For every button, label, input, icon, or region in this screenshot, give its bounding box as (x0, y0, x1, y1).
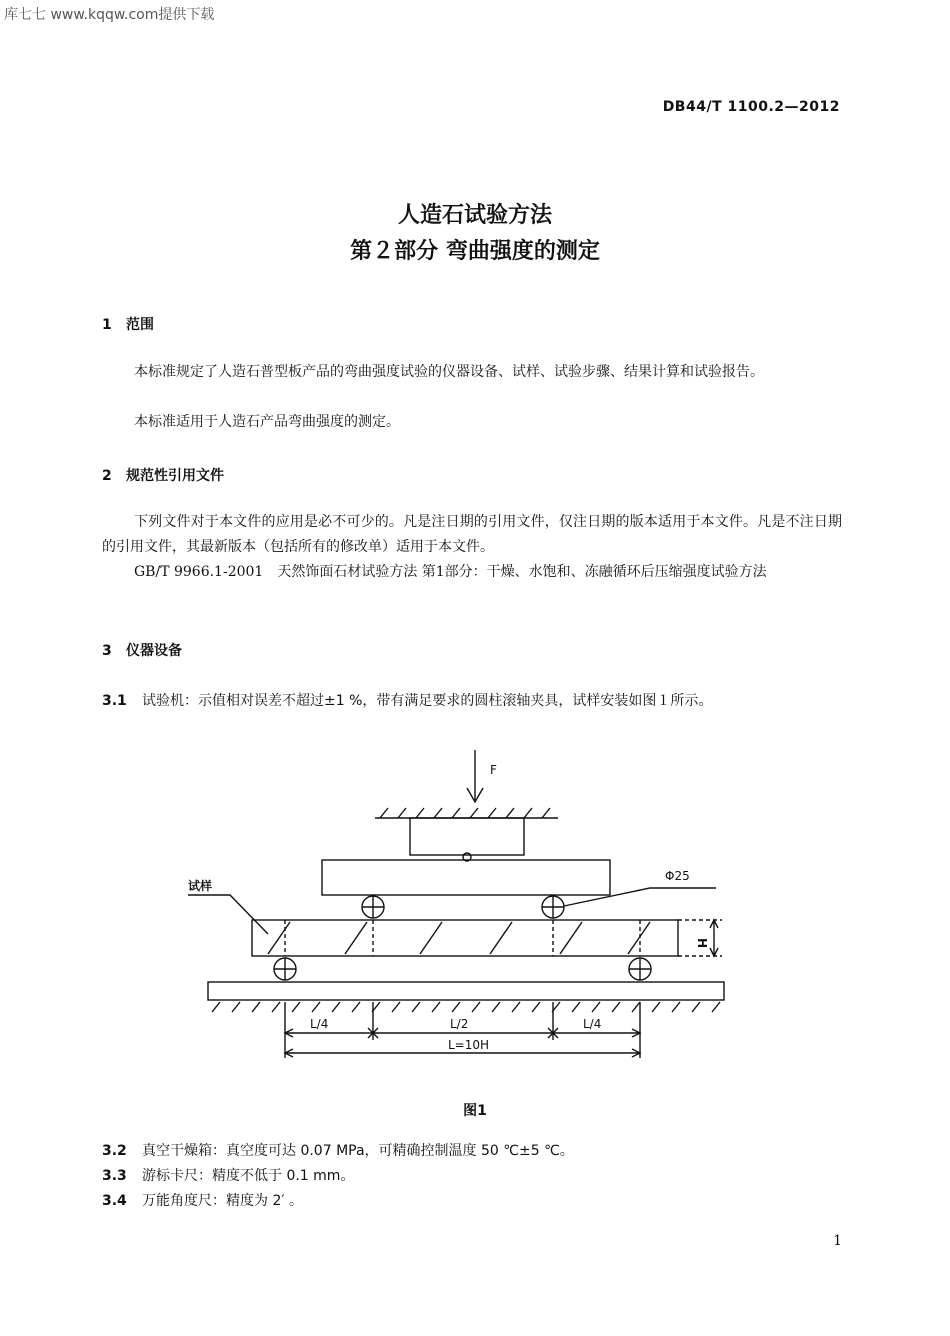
clause-text: 真空干燥箱：真空度可达 0.07 MPa，可精确控制温度 50 ℃±5 ℃。 (142, 1143, 574, 1159)
lower-roller-left (274, 958, 296, 980)
clause-3-1 (102, 690, 712, 710)
specimen-leader (188, 895, 268, 934)
section-number: 1 (102, 317, 112, 333)
clause-3-2 (102, 1140, 574, 1160)
clause-3-4 (102, 1190, 303, 1210)
top-hatching (380, 808, 550, 818)
page-number: 1 (833, 1233, 842, 1249)
force-label: F (490, 763, 497, 777)
section-number: 2 (102, 468, 112, 484)
total-span-label: L=10H (448, 1038, 490, 1052)
standard-number: DB44/T 1100.2—2012 (662, 99, 840, 115)
clause-text: 万能角度尺：精度为 2′ 。 (142, 1193, 303, 1209)
paragraph: 本标准适用于人造石产品弯曲强度的测定。 (134, 414, 400, 430)
specimen-hatching (268, 922, 650, 954)
half-span-label: L/2 (450, 1017, 469, 1031)
figure-caption: 图1 (463, 1103, 487, 1119)
document-title: 人造石试验方法 (397, 203, 552, 228)
clause-number: 3.4 (102, 1193, 127, 1209)
phi-leader (564, 888, 716, 906)
section-title: 仪器设备 (126, 643, 182, 659)
paragraph: 下列文件对于本文件的应用是必不可少的。凡是注日期的引用文件，仅注日期的版本适用于本文件。凡是不注日期的引用文件，其最新版本（包括所有的修改单）适用于本文件。 (102, 514, 842, 555)
support-centerlines (285, 920, 722, 956)
normative-reference: GB/T 9966.1-2001 天然饰面石材试验方法 第1部分：干燥、水饱和、冻融循环后压缩强度试验方法 (134, 564, 767, 580)
section-number: 3 (102, 643, 112, 659)
section-heading-2 (102, 465, 224, 485)
section-title: 规范性引用文件 (126, 468, 224, 484)
section-heading-1 (102, 314, 154, 334)
diameter-label: Φ25 (665, 869, 690, 883)
upper-roller-left (362, 896, 384, 918)
section-title: 范围 (126, 317, 154, 333)
height-label: H (695, 938, 709, 949)
clause-text: 试验机：示值相对误差不超过±1 %，带有满足要求的圆柱滚轴夹具，试样安装如图１所示。 (142, 693, 713, 709)
clause-number: 3.3 (102, 1168, 127, 1184)
clause-number: 3.1 (102, 693, 127, 709)
loading-beam (322, 860, 610, 895)
paragraph: 本标准规定了人造石普型板产品的弯曲强度试验的仪器设备、试样、试验步骤、结果计算和试验报告。 (134, 364, 764, 380)
clause-text: 游标卡尺：精度不低于 0.1 mm。 (142, 1168, 355, 1184)
section-heading-3 (102, 640, 182, 660)
document-subtitle: 第２部分 弯曲强度的测定 (350, 239, 600, 264)
clause-3-3 (102, 1165, 354, 1185)
lower-roller-right (629, 958, 651, 980)
watermark-text: 库七七 www.kqqw.com提供下载 (4, 7, 215, 23)
upper-roller-right (542, 896, 564, 918)
upper-crosshead (410, 818, 524, 855)
figure-1-diagram (0, 740, 950, 1090)
specimen-label: 试样 (188, 879, 213, 893)
specimen (252, 920, 678, 956)
base-plate (208, 982, 724, 1000)
base-hatching (212, 1002, 720, 1012)
quarter-span-left-label: L/4 (310, 1017, 329, 1031)
quarter-span-right-label: L/4 (583, 1017, 602, 1031)
clause-number: 3.2 (102, 1143, 127, 1159)
